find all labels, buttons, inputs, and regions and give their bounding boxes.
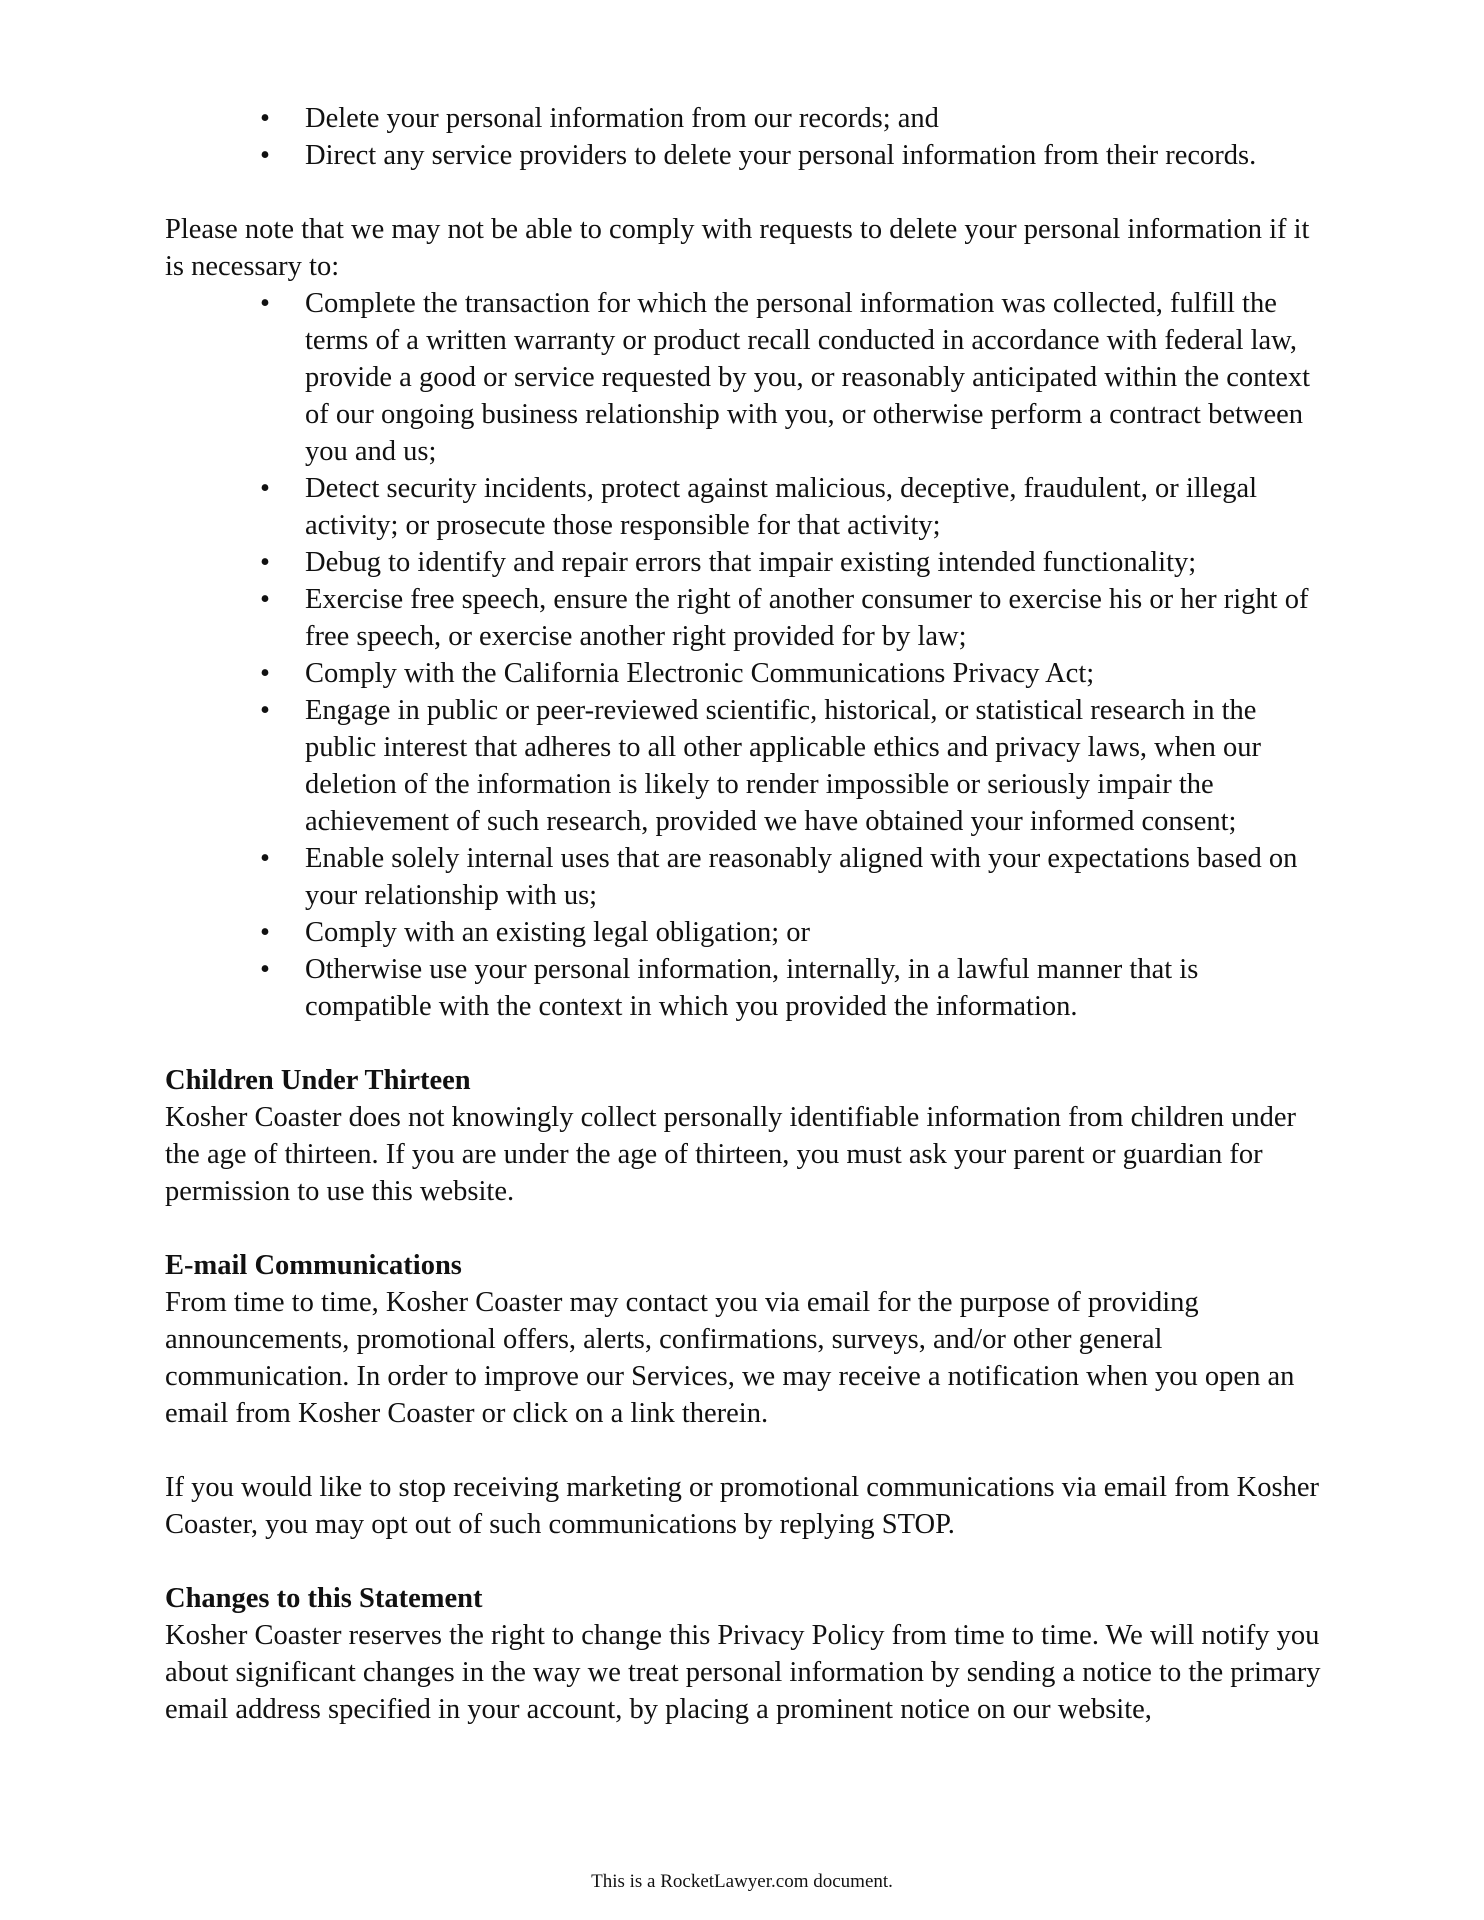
spacer (165, 1432, 1325, 1469)
bullet-icon: • (260, 473, 270, 504)
list-item: • Enable solely internal uses that are reasonably aligned with your expectations based on your relationship with us; (305, 840, 1325, 914)
email-body: From time to time, Kosher Coaster may contact you via email for the purpose of providing announcements, promotional offers, alerts, confirmations, surveys, and/or other general communication. In order to improve our Services, we may receive a notification when you open an email from Kosher Coaster or click on a link therein. (165, 1287, 1295, 1429)
bullet-icon: • (260, 658, 270, 689)
spacer (165, 1210, 1325, 1247)
email-opt-out: If you would like to stop receiving marketing or promotional communications via email from Kosher Coaster, you may opt out of such communications by replying STOP. (165, 1472, 1319, 1540)
exceptions-intro: Please note that we may not be able to comply with requests to delete your personal information if it is necessary to: (165, 214, 1310, 282)
list-item: • Debug to identify and repair errors that impair existing intended functionality; (305, 544, 1325, 581)
list-item: • Delete your personal information from our records; and (305, 100, 1325, 137)
bullet-icon: • (260, 695, 270, 726)
bullet-icon: • (260, 917, 270, 948)
list-item: • Otherwise use your personal information, internally, in a lawful manner that is compatible with the context in which you provided the information. (305, 951, 1325, 1025)
bullet-icon: • (260, 288, 270, 319)
page-footer: This is a RocketLawyer.com document. (591, 1871, 893, 1892)
children-heading: Children Under Thirteen (165, 1065, 471, 1096)
bullet-icon: • (260, 584, 270, 615)
changes-body: Kosher Coaster reserves the right to change this Privacy Policy from time to time. We will notify you about significant changes in the way we treat personal information by sending a notice to the primary email address specified in your account, by placing a prominent notice on our website, (165, 1620, 1321, 1725)
document-page (165, 100, 1325, 1728)
list-item: • Comply with an existing legal obligation; or (305, 914, 1325, 951)
list-item: • Comply with the California Electronic Communications Privacy Act; (305, 655, 1325, 692)
changes-heading: Changes to this Statement (165, 1583, 483, 1614)
children-body: Kosher Coaster does not knowingly collect personally identifiable information from children under the age of thirteen. If you are under the age of thirteen, you must ask your parent or guardian for permission to use this website. (165, 1102, 1296, 1207)
deletion-actions-list (165, 100, 1325, 174)
spacer (165, 1543, 1325, 1580)
list-item: • Exercise free speech, ensure the right of another consumer to exercise his or her right of free speech, or exercise another right provided for by law; (305, 581, 1325, 655)
list-item: • Engage in public or peer-reviewed scientific, historical, or statistical research in the public interest that adheres to all other applicable ethics and privacy laws, when our deletion of the information is likely to render impossible or seriously impair the achievement of such research, provided we have obtained your informed consent; (305, 692, 1325, 840)
exceptions-list (165, 285, 1325, 1025)
list-item: • Detect security incidents, protect against malicious, deceptive, fraudulent, or illegal activity; or prosecute those responsible for that activity; (305, 470, 1325, 544)
bullet-icon: • (260, 547, 270, 578)
spacer (165, 174, 1325, 211)
list-item: • Complete the transaction for which the personal information was collected, fulfill the terms of a written warranty or product recall conducted in accordance with federal law, provide a good or service requested by you, or reasonably anticipated within the context of our ongoing business relationship with you, or otherwise perform a contract between you and us; (305, 285, 1325, 470)
bullet-icon: • (260, 843, 270, 874)
bullet-icon: • (260, 103, 270, 134)
list-item: • Direct any service providers to delete your personal information from their records. (305, 137, 1325, 174)
spacer (165, 1025, 1325, 1062)
bullet-icon: • (260, 140, 270, 171)
email-heading: E-mail Communications (165, 1250, 462, 1281)
bullet-icon: • (260, 954, 270, 985)
